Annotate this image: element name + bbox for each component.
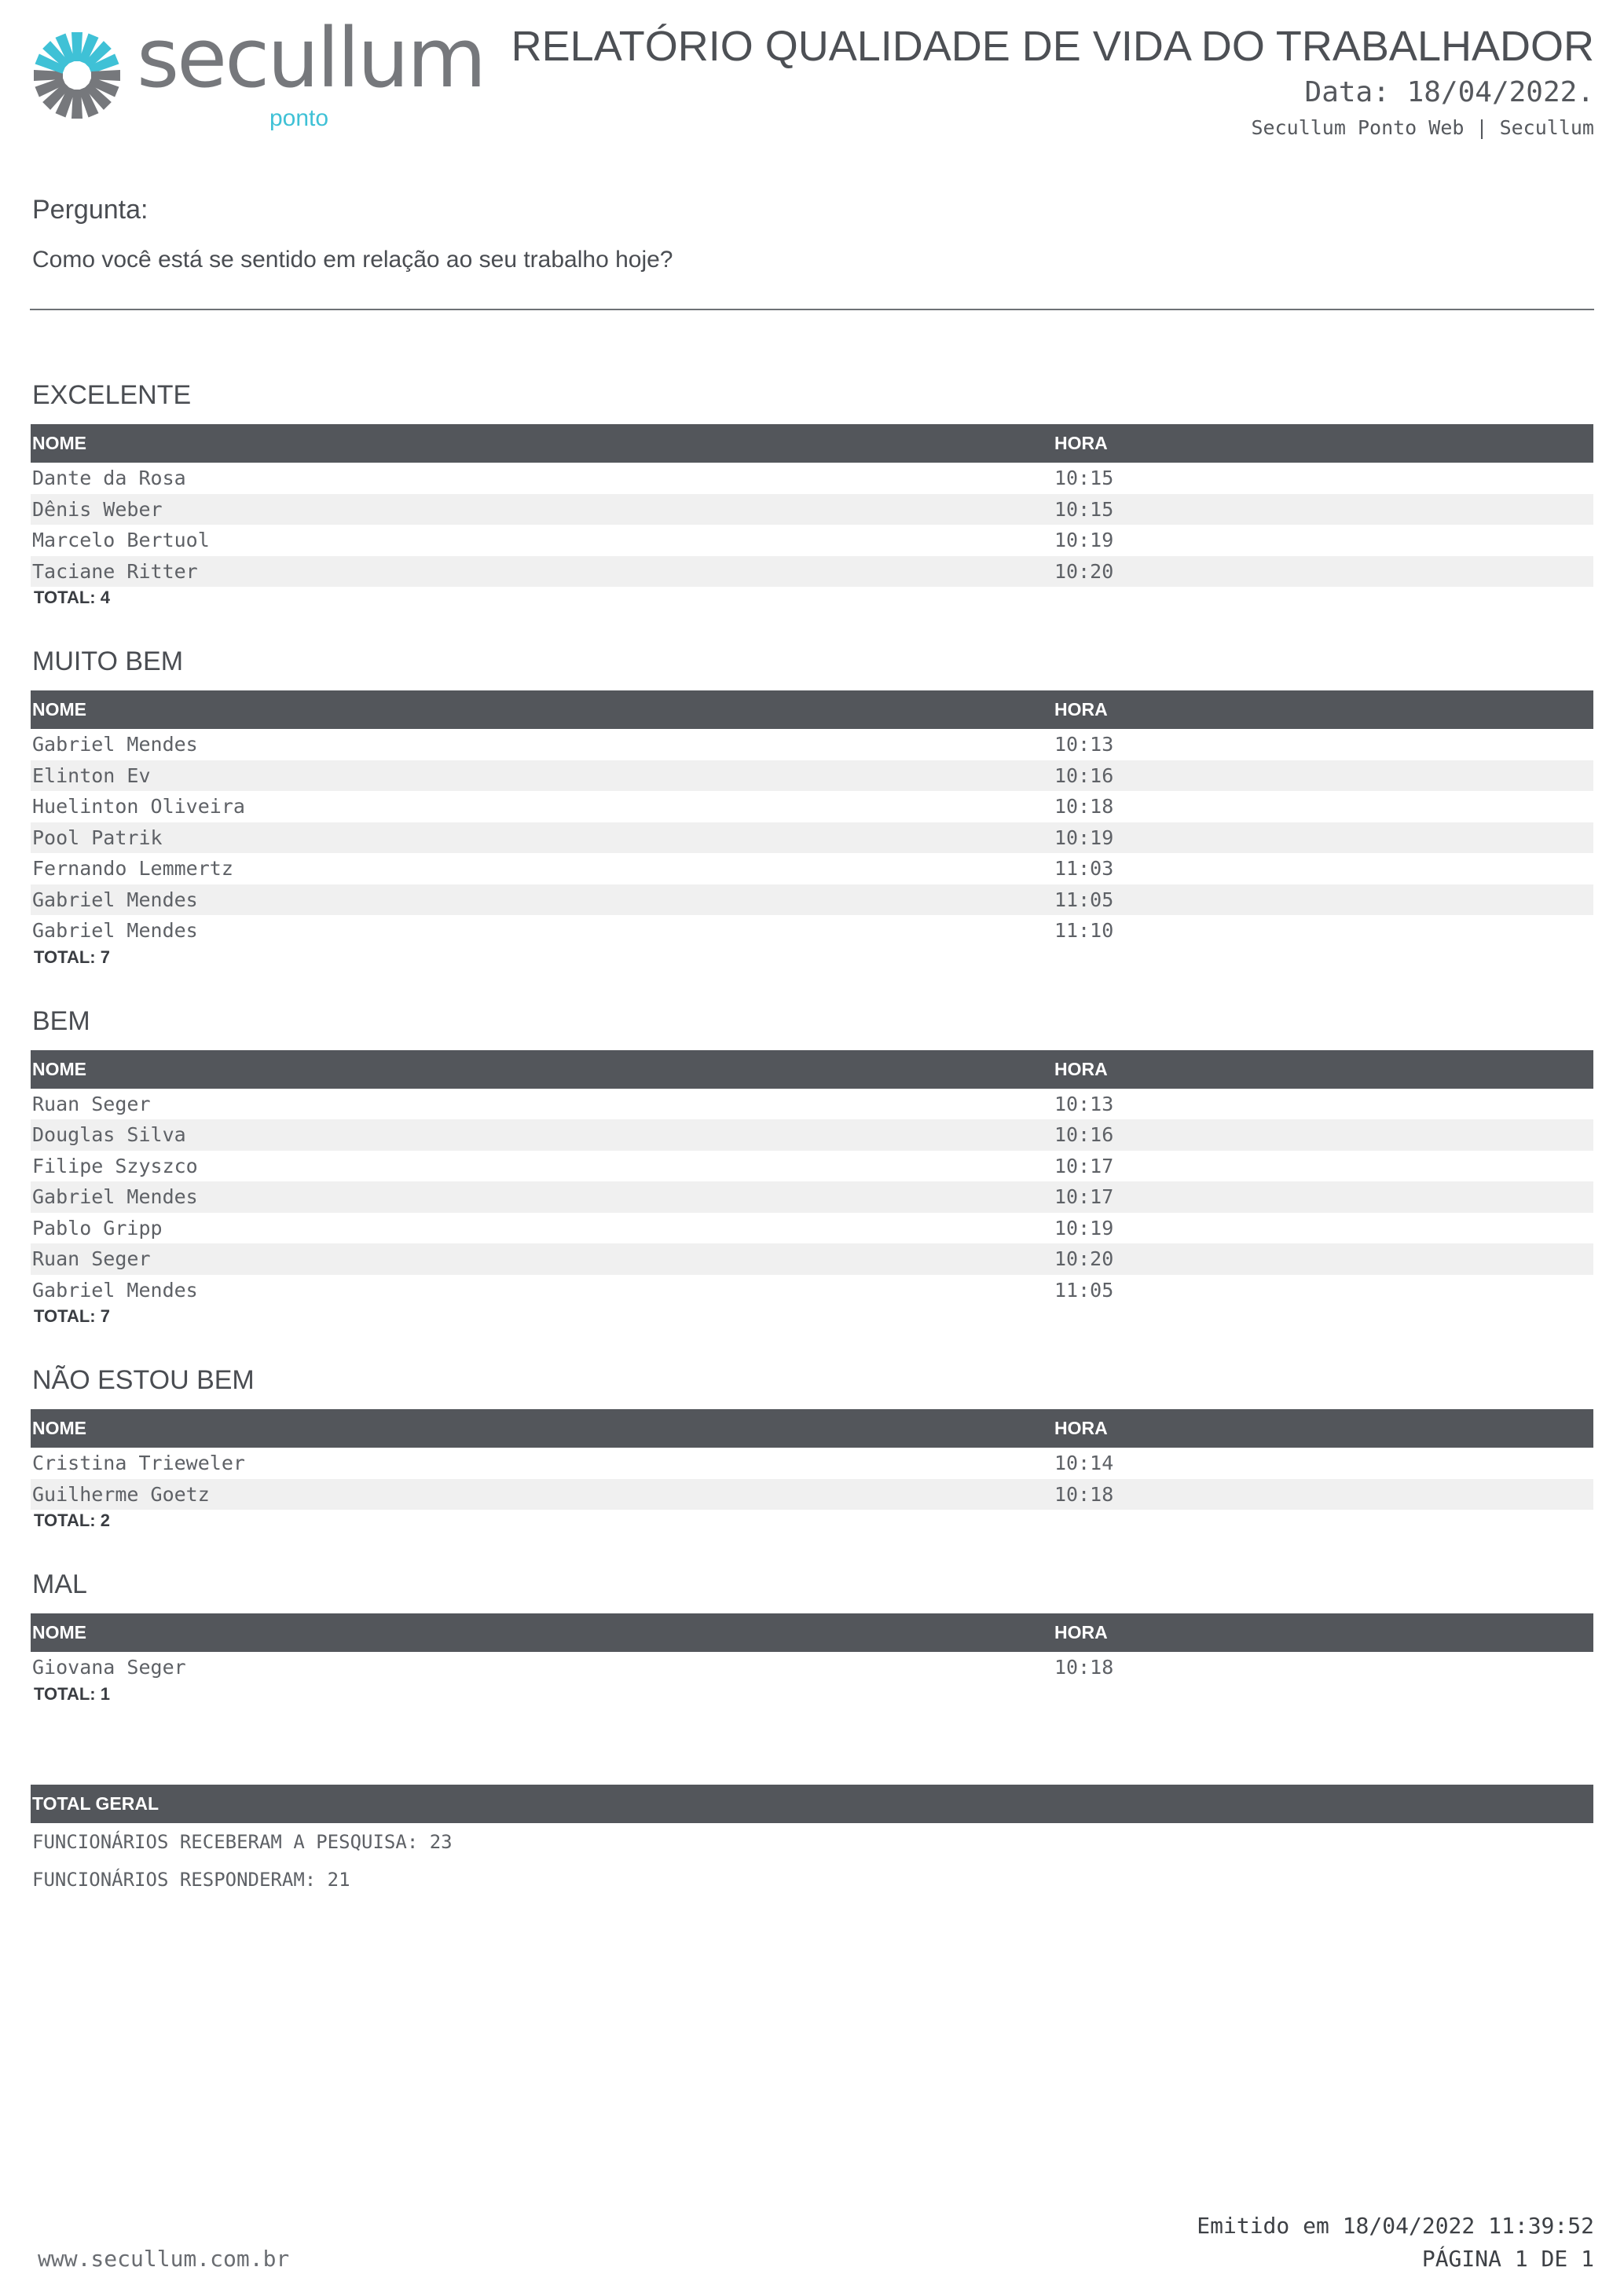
- response-time: 10:15: [1054, 467, 1114, 490]
- report-header: [30, 0, 1594, 149]
- employee-name: Pool Patrik: [32, 826, 163, 849]
- table-row: [31, 884, 1593, 916]
- employee-name: Ruan Seger: [32, 1247, 151, 1271]
- employee-name: Marcelo Bertuol: [32, 529, 210, 552]
- section-total: TOTAL: 1: [34, 1683, 110, 1704]
- header-divider: [30, 309, 1594, 310]
- table-row: [31, 822, 1593, 854]
- response-time: 10:17: [1054, 1154, 1114, 1177]
- response-time: 10:15: [1054, 497, 1114, 521]
- table-row: [31, 1089, 1593, 1120]
- responded-count: FUNCIONÁRIOS RESPONDERAM: 21: [32, 1869, 350, 1891]
- response-time: 10:19: [1054, 529, 1114, 552]
- table-row: [31, 1243, 1593, 1275]
- table-row: [31, 915, 1593, 947]
- table-row: [31, 760, 1593, 792]
- response-time: 10:18: [1054, 795, 1114, 818]
- report-title: RELATÓRIO QUALIDADE DE VIDA DO TRABALHADOR: [511, 23, 1594, 70]
- column-header-name: NOME: [32, 699, 86, 720]
- answer-section: [31, 1006, 1593, 1328]
- table-row: [31, 494, 1593, 525]
- employee-name: Filipe Szyszco: [32, 1154, 198, 1177]
- employee-name: Giovana Seger: [32, 1656, 186, 1679]
- table-body: [31, 729, 1593, 947]
- response-time: 10:16: [1054, 764, 1114, 787]
- response-time: 10:18: [1054, 1656, 1114, 1679]
- employee-name: Taciane Ritter: [32, 559, 198, 583]
- employee-name: Huelinton Oliveira: [32, 795, 245, 818]
- column-header-name: NOME: [32, 1418, 86, 1438]
- table-row: [31, 463, 1593, 494]
- employee-name: Douglas Silva: [32, 1123, 186, 1147]
- table-row: [31, 525, 1593, 556]
- logo-subtitle: ponto: [269, 105, 329, 131]
- footer-emitted: Emitido em 18/04/2022 11:39:52: [1197, 2213, 1594, 2239]
- table-row: [31, 1652, 1593, 1683]
- section-title: BEM: [32, 1005, 90, 1036]
- response-time: 11:05: [1054, 888, 1114, 911]
- column-header-time: HORA: [1054, 699, 1108, 720]
- section-title: MAL: [32, 1569, 87, 1599]
- table-row: [31, 853, 1593, 884]
- table-row: [31, 1479, 1593, 1511]
- table-header: [31, 1613, 1593, 1652]
- section-title: MUITO BEM: [32, 646, 184, 676]
- logo-wordmark: secullum: [137, 10, 485, 106]
- table-row: [31, 1275, 1593, 1306]
- response-time: 10:13: [1054, 733, 1114, 756]
- footer-page-number: PÁGINA 1 DE 1: [1421, 2246, 1594, 2272]
- table-row: [31, 729, 1593, 760]
- column-header-time: HORA: [1054, 1622, 1108, 1642]
- section-total: TOTAL: 4: [34, 588, 110, 607]
- question-text: Como você está se sentido em relação ao seu trabalho hoje?: [32, 247, 673, 273]
- employee-name: Fernando Lemmertz: [32, 857, 233, 881]
- table-row: [31, 1448, 1593, 1479]
- response-time: 11:10: [1054, 919, 1114, 943]
- report-source: Secullum Ponto Web | Secullum: [1251, 116, 1594, 139]
- table-header: [31, 690, 1593, 729]
- employee-name: Ruan Seger: [32, 1092, 151, 1115]
- section-total: TOTAL: 7: [34, 947, 110, 967]
- answer-section: [31, 1365, 1593, 1532]
- employee-name: Guilherme Goetz: [32, 1482, 210, 1506]
- table-row: [31, 791, 1593, 822]
- table-body: [31, 1089, 1593, 1306]
- column-header-time: HORA: [1054, 1058, 1108, 1079]
- response-time: 10:17: [1054, 1185, 1114, 1209]
- table-row: [31, 1151, 1593, 1182]
- question-label: Pergunta:: [32, 195, 148, 225]
- column-header-time: HORA: [1054, 1418, 1108, 1438]
- received-count: FUNCIONÁRIOS RECEBERAM A PESQUISA: 23: [32, 1831, 453, 1853]
- column-header-name: NOME: [32, 1622, 86, 1642]
- report-date: Data: 18/04/2022.: [1304, 76, 1594, 108]
- table-row: [31, 1181, 1593, 1213]
- grand-total-block: [31, 1785, 1593, 1889]
- table-body: [31, 1448, 1593, 1510]
- column-header-name: NOME: [32, 1058, 86, 1079]
- grand-total-header: TOTAL GERAL: [31, 1785, 1593, 1823]
- column-header-name: NOME: [32, 433, 86, 453]
- section-total: TOTAL: 7: [34, 1306, 110, 1326]
- employee-name: Dante da Rosa: [32, 467, 186, 490]
- response-time: 10:14: [1054, 1452, 1114, 1475]
- answer-sections: [31, 380, 1593, 1743]
- response-time: 10:20: [1054, 559, 1114, 583]
- table-header: [31, 424, 1593, 463]
- section-title: NÃO ESTOU BEM: [32, 1365, 255, 1395]
- response-time: 11:05: [1054, 1278, 1114, 1302]
- employee-name: Gabriel Mendes: [32, 1278, 198, 1302]
- section-title: EXCELENTE: [32, 380, 192, 410]
- footer-url: www.secullum.com.br: [38, 2246, 290, 2272]
- table-row: [31, 556, 1593, 588]
- response-time: 10:19: [1054, 826, 1114, 849]
- table-header: [31, 1050, 1593, 1089]
- response-time: 10:18: [1054, 1482, 1114, 1506]
- table-body: [31, 1652, 1593, 1683]
- column-header-time: HORA: [1054, 433, 1108, 453]
- response-time: 10:20: [1054, 1247, 1114, 1271]
- table-row: [31, 1213, 1593, 1244]
- employee-name: Gabriel Mendes: [32, 919, 198, 943]
- table-body: [31, 463, 1593, 587]
- employee-name: Gabriel Mendes: [32, 1185, 198, 1209]
- employee-name: Elinton Ev: [32, 764, 151, 787]
- answer-section: [31, 380, 1593, 609]
- response-time: 11:03: [1054, 857, 1114, 881]
- section-total: TOTAL: 2: [34, 1511, 110, 1530]
- table-header: [31, 1409, 1593, 1448]
- employee-name: Pablo Gripp: [32, 1216, 163, 1240]
- employee-name: Gabriel Mendes: [32, 733, 198, 756]
- employee-name: Gabriel Mendes: [32, 888, 198, 911]
- secullum-logo: [30, 10, 485, 138]
- answer-section: [31, 646, 1593, 969]
- response-time: 10:13: [1054, 1092, 1114, 1115]
- answer-section: [31, 1569, 1593, 1705]
- employee-name: Cristina Trieweler: [32, 1452, 245, 1475]
- response-time: 10:16: [1054, 1123, 1114, 1147]
- secullum-logo-icon: [30, 28, 124, 123]
- response-time: 10:19: [1054, 1216, 1114, 1240]
- employee-name: Dênis Weber: [32, 497, 163, 521]
- table-row: [31, 1119, 1593, 1151]
